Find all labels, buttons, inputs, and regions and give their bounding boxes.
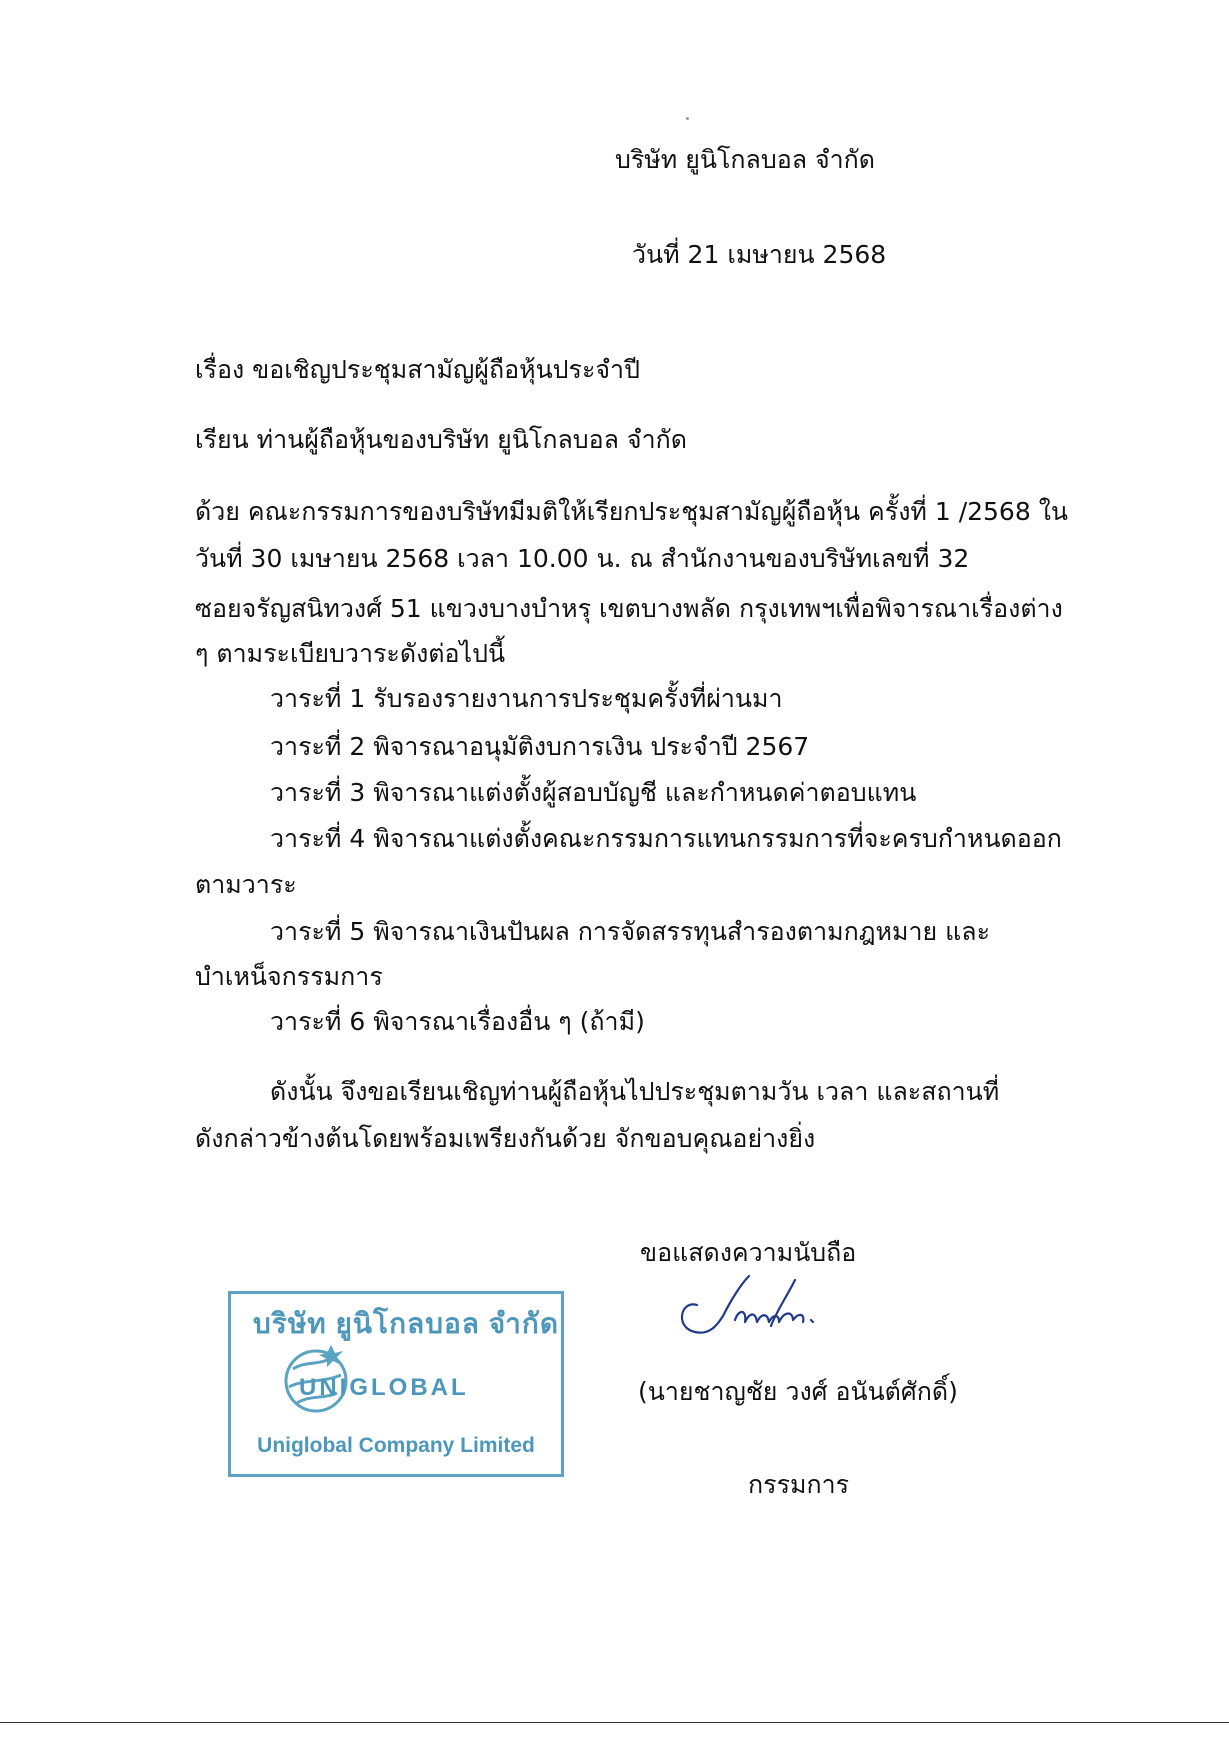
agenda-item: วาระที่ 6 พิจารณาเรื่องอื่น ๆ (ถ้ามี)	[270, 1007, 645, 1036]
signatory-name: (นายชาญชัย วงศ์ อนันต์ศักดิ์)	[638, 1377, 958, 1406]
stamp-english-name: Uniglobal Company Limited	[257, 1434, 535, 1457]
company-stamp	[228, 1291, 564, 1477]
agenda-item: วาระที่ 5 พิจารณาเงินปันผล การจัดสรรทุนสำรองตามกฎหมาย และ	[270, 917, 990, 946]
conclusion-line: ดังนั้น จึงขอเรียนเชิญท่านผู้ถือหุ้นไปประชุมตามวัน เวลา และสถานที่	[270, 1077, 1000, 1106]
body-line: ๆ ตามระเบียบวาระดังต่อไปนี้	[195, 639, 506, 668]
scan-speck	[686, 117, 689, 120]
letter-date: วันที่ 21 เมษายน 2568	[632, 240, 887, 269]
agenda-item: วาระที่ 3 พิจารณาแต่งตั้งผู้สอบบัญชี และกำหนดค่าตอบแทน	[270, 778, 917, 807]
agenda-item: วาระที่ 2 พิจารณาอนุมัติงบการเงิน ประจำปี 2567	[270, 732, 810, 761]
body-line: วันที่ 30 เมษายน 2568 เวลา 10.00 น. ณ สำนักงานของบริษัทเลขที่ 32	[195, 544, 970, 573]
body-line: ด้วย คณะกรรมการของบริษัทมีมติให้เรียกประชุมสามัญผู้ถือหุ้น ครั้งที่ 1 /2568 ใน	[195, 497, 1068, 526]
agenda-item: วาระที่ 4 พิจารณาแต่งตั้งคณะกรรมการแทนกรรมการที่จะครบกำหนดออก	[270, 824, 1062, 853]
conclusion-line: ดังกล่าวข้างต้นโดยพร้อมเพรียงกันด้วย จักขอบคุณอย่างยิ่ง	[195, 1124, 816, 1153]
stamp-thai-name: บริษัท ยูนิโกลบอล จำกัด	[253, 1308, 559, 1339]
subject-line: เรื่อง ขอเชิญประชุมสามัญผู้ถือหุ้นประจำปี	[195, 355, 640, 384]
signatory-title: กรรมการ	[748, 1470, 850, 1499]
closing-salutation: ขอแสดงความนับถือ	[640, 1238, 857, 1267]
agenda-item-continuation: ตามวาระ	[195, 870, 297, 899]
handwritten-signature	[675, 1270, 865, 1350]
stamp-logo-word: UNIGLOBAL	[299, 1374, 469, 1401]
bottom-rule	[0, 1722, 1229, 1723]
agenda-item: วาระที่ 1 รับรองรายงานการประชุมครั้งที่ผ่านมา	[270, 684, 783, 713]
body-line: ซอยจรัญสนิทวงศ์ 51 แขวงบางบำหรุ เขตบางพลัด กรุงเทพฯเพื่อพิจารณาเรื่องต่าง	[195, 594, 1063, 623]
recipient-line: เรียน ท่านผู้ถือหุ้นของบริษัท ยูนิโกลบอล จำกัด	[195, 425, 687, 454]
letterhead-company: บริษัท ยูนิโกลบอล จำกัด	[615, 145, 876, 174]
agenda-item-continuation: บำเหน็จกรรมการ	[195, 962, 383, 991]
